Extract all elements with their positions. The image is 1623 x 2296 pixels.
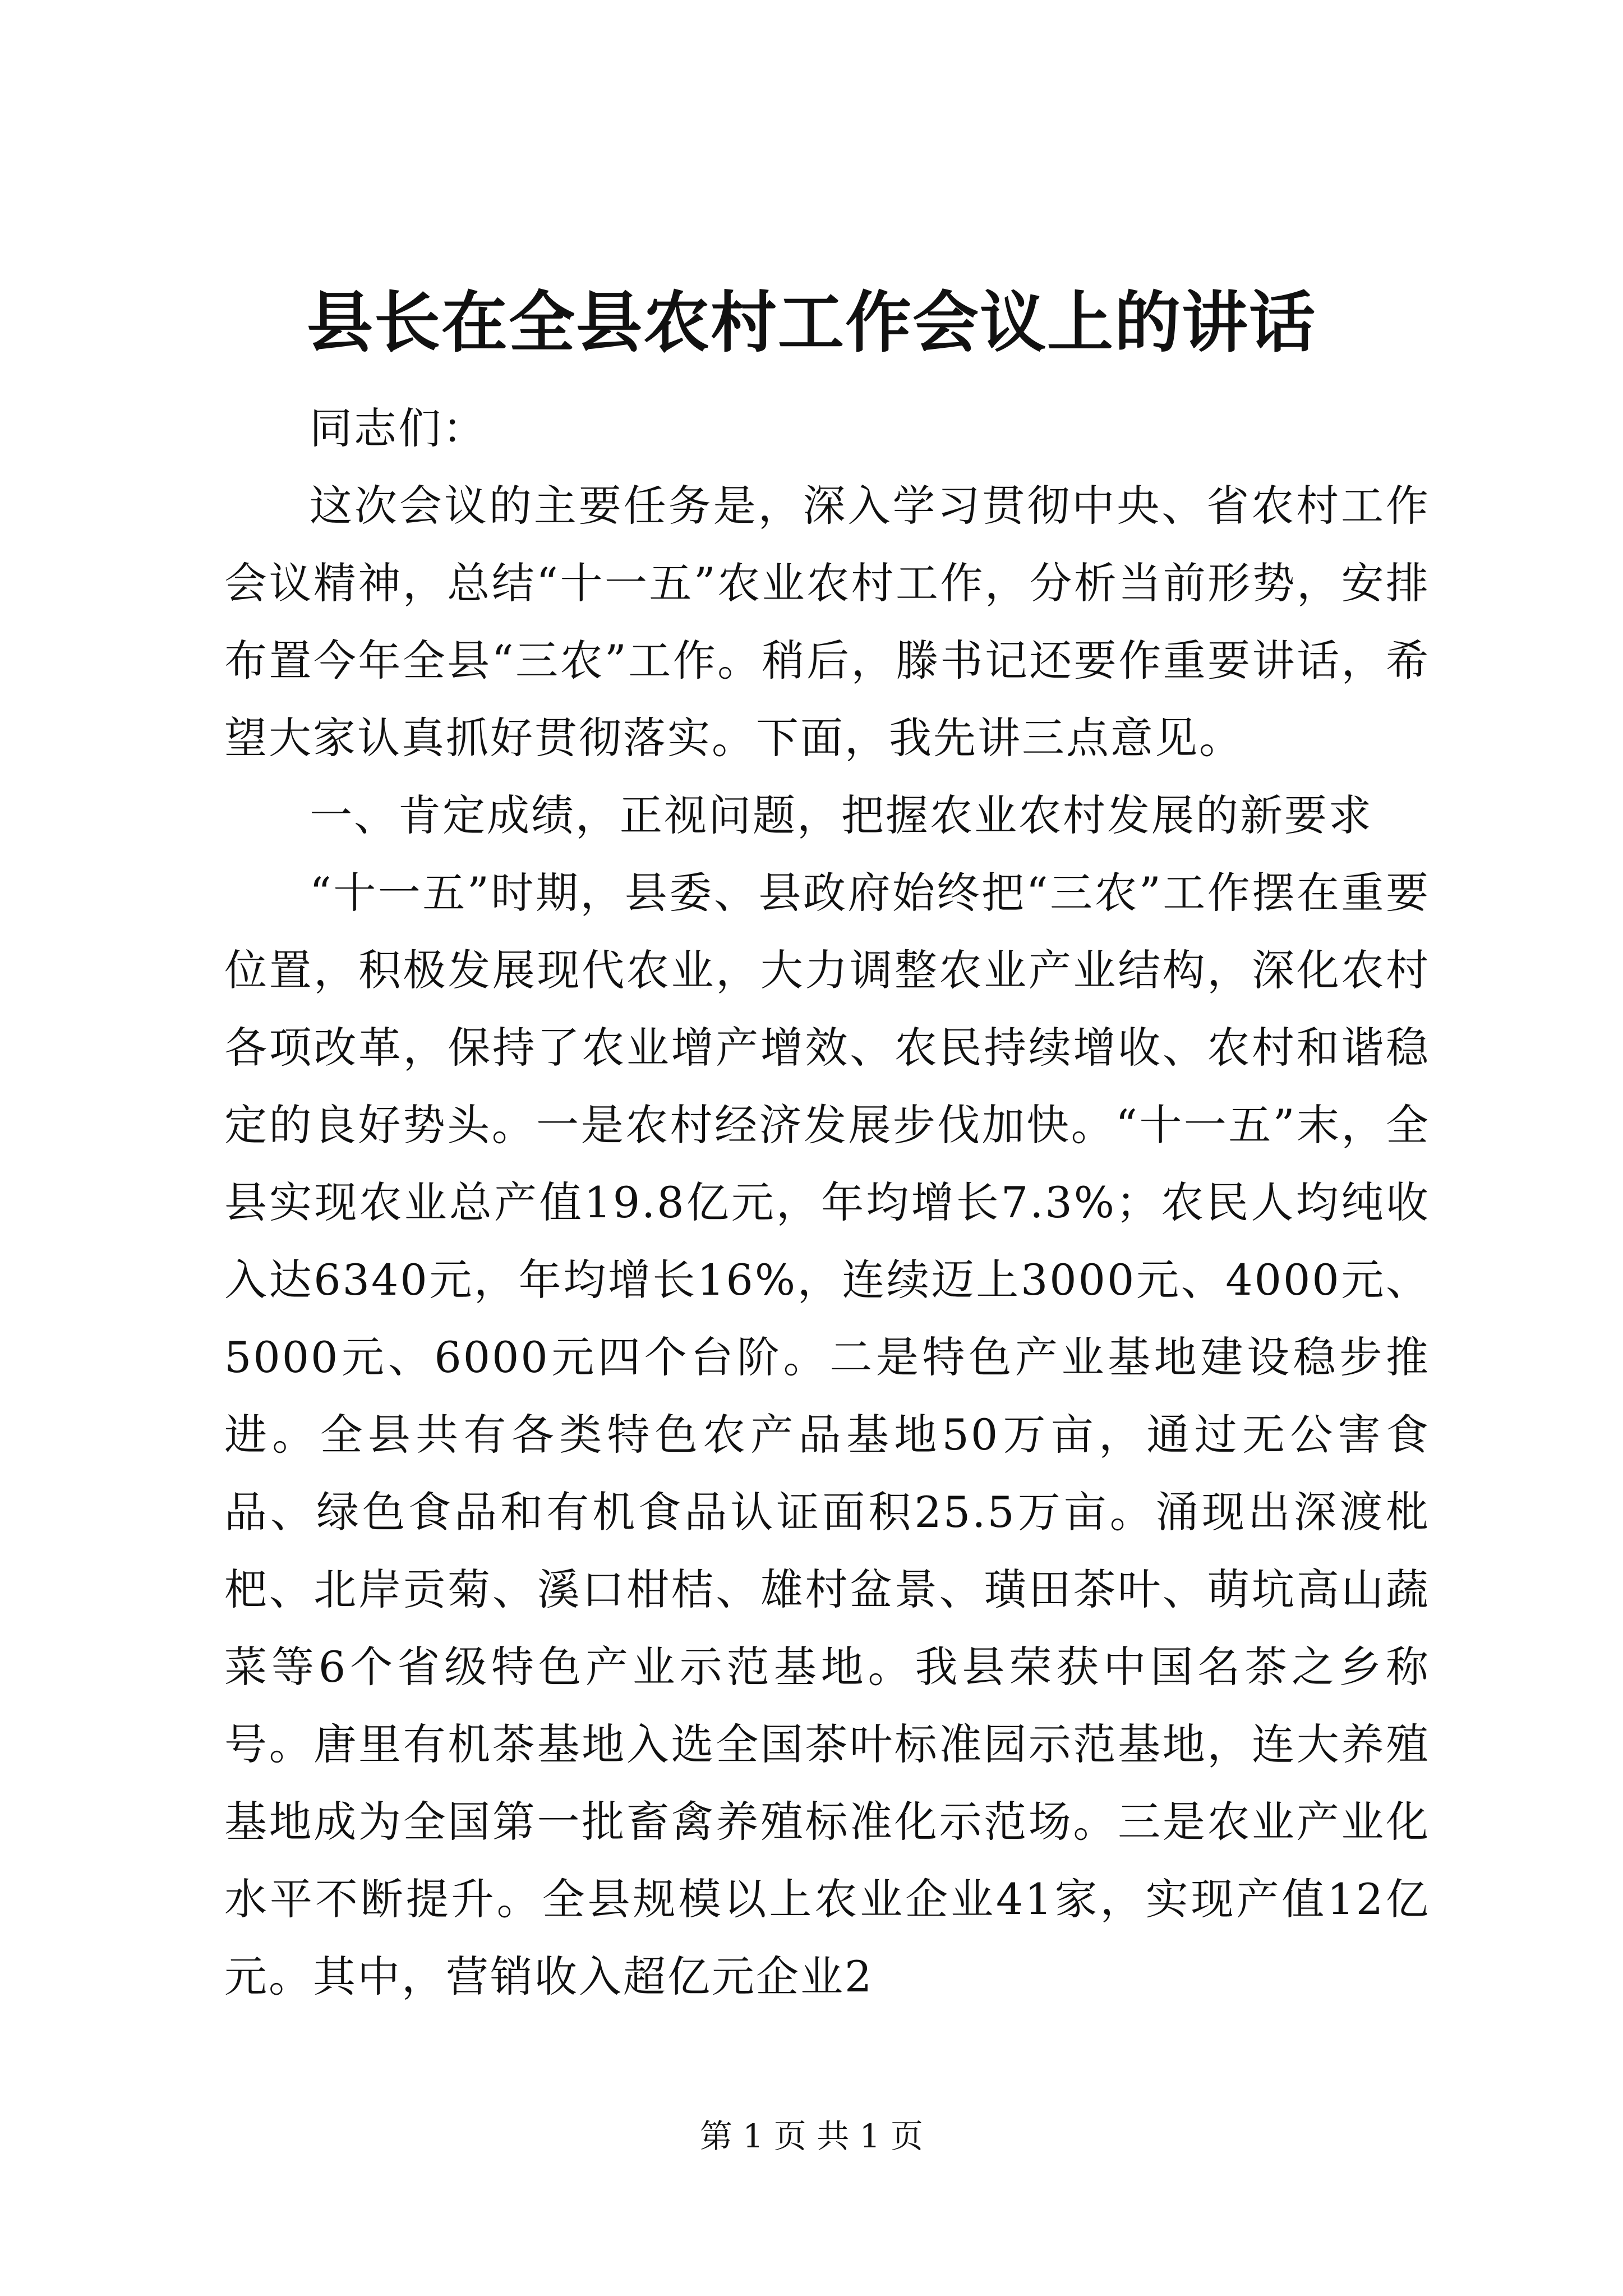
intro-paragraph: 这次会议的主要任务是，深入学习贯彻中央、省农村工作会议精神，总结“十一五”农业农村工作，分析当前形势，安排布置今年全县“三农”工作。稍后，滕书记还要作重要讲话，希望大家认真抓好贯彻落实。下面，我先讲三点意见。 [224, 481, 1430, 763]
section-heading-1: 一、肯定成绩，正视问题，把握农业农村发展的新要求 [310, 790, 1373, 840]
document-body [224, 390, 1430, 2016]
document-title: 县长在全县农村工作会议上的讲话 [306, 283, 1316, 361]
achievements-paragraph: “十一五”时期，县委、县政府始终把“三农”工作摆在重要位置，积极发展现代农业，大力调整农业产业结构，深化农村各项改革，保持了农业增产增效、农民持续增收、农村和谐稳定的良好势头。一是农村经济发展步伐加快。“十一五”末，全县实现农业总产值19.8亿元，年均增长7.3%；农民人均纯收入达6340元，年均增长16%，连续迈上3000元、4000元、5000元、6000元四个台阶。二是特色产业基地建设稳步推进。全县共有各类特色农产品基地50万亩，通过无公害食品、绿色食品和有机食品认证面积25.5万亩。涌现出深渡枇杷、北岸贡菊、溪口柑桔、雄村盆景、璜田茶叶、萌坑高山蔬菜等6个省级特色产业示范基地。我县荣获中国名茶之乡称号。唐里有机茶基地入选全国茶叶标准园示范基地，连大养殖基地成为全国第一批畜禽养殖标准化示范场。三是农业产业化水平不断提升。全县规模以上农业企业41家，实现产值12亿元。其中，营销收入超亿元企业2 [224, 868, 1430, 2001]
page-footer: 第 1 页 共 1 页 [700, 2117, 923, 2155]
salutation-paragraph: 同志们： [310, 403, 487, 453]
